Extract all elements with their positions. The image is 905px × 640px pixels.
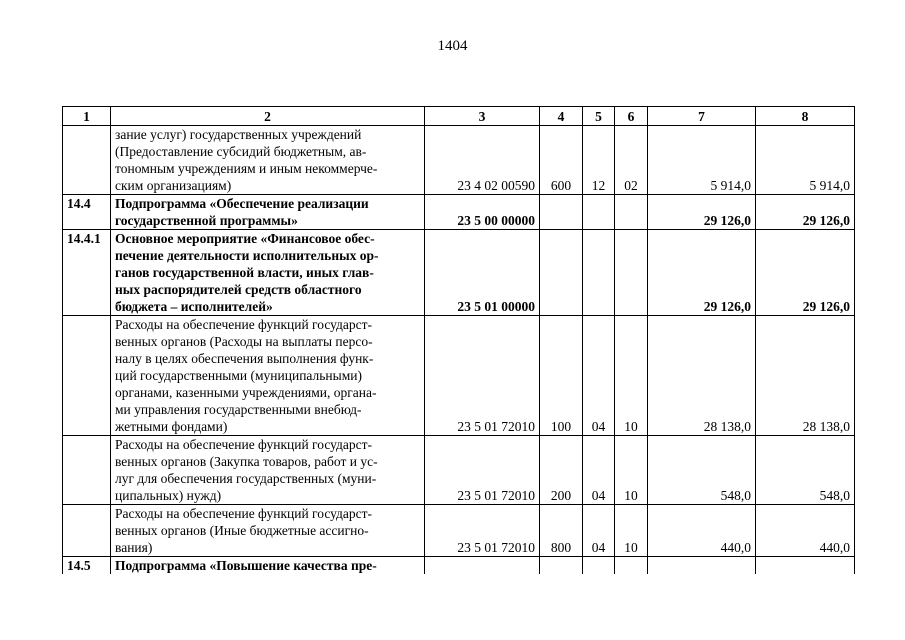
- row-col5-cell: [583, 230, 615, 316]
- row-col8-cell: 440,0: [756, 505, 855, 557]
- row-code-cell: [425, 557, 540, 575]
- row-name-cell: Основное мероприятие «Финансовое обес- печение деятельности исполнительных ор- ганов государственной власти, иных глав- ных распорядителей средств областного бюджета – исполнителей»: [111, 230, 425, 316]
- row-code-cell: 23 5 01 72010: [425, 436, 540, 505]
- table-row: [63, 505, 855, 557]
- row-code-cell: 23 5 01 72010: [425, 316, 540, 436]
- row-col7-cell: 548,0: [648, 436, 756, 505]
- header-cell: 3: [425, 107, 540, 126]
- header-cell: 2: [111, 107, 425, 126]
- row-number-cell: 14.4.1: [63, 230, 111, 316]
- row-name-cell: Подпрограмма «Повышение качества пре-: [111, 557, 425, 575]
- row-col8-cell: 5 914,0: [756, 126, 855, 195]
- row-col5-cell: 12: [583, 126, 615, 195]
- row-col4-cell: 100: [540, 316, 583, 436]
- row-name-cell: Расходы на обеспечение функций государст- венных органов (Закупка товаров, работ и ус- луг для обеспечения государственных (муни- ципальных) нужд): [111, 436, 425, 505]
- table-row: [63, 195, 855, 230]
- row-number-cell: 14.5: [63, 557, 111, 575]
- row-name-cell: Расходы на обеспечение функций государст- венных органов (Иные бюджетные ассигно- вания): [111, 505, 425, 557]
- header-cell: 6: [615, 107, 648, 126]
- table-header-row: [63, 107, 855, 126]
- row-col6-cell: 10: [615, 505, 648, 557]
- row-number-cell: [63, 126, 111, 195]
- header-cell: 8: [756, 107, 855, 126]
- table-row: [63, 316, 855, 436]
- row-col8-cell: 29 126,0: [756, 230, 855, 316]
- row-col4-cell: 200: [540, 436, 583, 505]
- row-col4-cell: [540, 230, 583, 316]
- row-col5-cell: 04: [583, 436, 615, 505]
- row-col6-cell: [615, 557, 648, 575]
- row-code-cell: 23 5 01 00000: [425, 230, 540, 316]
- row-code-cell: 23 5 00 00000: [425, 195, 540, 230]
- table-row: [63, 557, 855, 575]
- header-cell: 7: [648, 107, 756, 126]
- row-col6-cell: [615, 195, 648, 230]
- header-cell: 5: [583, 107, 615, 126]
- row-col6-cell: 10: [615, 316, 648, 436]
- row-col8-cell: 29 126,0: [756, 195, 855, 230]
- header-cell: 1: [63, 107, 111, 126]
- row-col7-cell: 29 126,0: [648, 230, 756, 316]
- row-name-cell: Расходы на обеспечение функций государст- венных органов (Расходы на выплаты персо- налу в целях обеспечения выполнения функ- ций государственными (муниципальными) органами, казенными учреждениями, органа- ми управления государственными внебюд- жетными фондами): [111, 316, 425, 436]
- page-number: 1404: [437, 38, 468, 54]
- row-col5-cell: 04: [583, 505, 615, 557]
- row-col7-cell: 5 914,0: [648, 126, 756, 195]
- row-col4-cell: 800: [540, 505, 583, 557]
- row-name-cell: Подпрограмма «Обеспечение реализации государственной программы»: [111, 195, 425, 230]
- row-number-cell: [63, 436, 111, 505]
- row-col8-cell: [756, 557, 855, 575]
- row-name-cell: зание услуг) государственных учреждений (Предоставление субсидий бюджетным, ав- тономным учреждениям и иным некоммерче- ским организациям): [111, 126, 425, 195]
- table-row: [63, 126, 855, 195]
- header-cell: 4: [540, 107, 583, 126]
- row-number-cell: [63, 505, 111, 557]
- row-col5-cell: [583, 195, 615, 230]
- row-col8-cell: 28 138,0: [756, 316, 855, 436]
- row-col4-cell: [540, 557, 583, 575]
- row-col6-cell: 10: [615, 436, 648, 505]
- row-code-cell: 23 5 01 72010: [425, 505, 540, 557]
- table-row: [63, 436, 855, 505]
- budget-table: [62, 106, 855, 574]
- row-col7-cell: [648, 557, 756, 575]
- row-col8-cell: 548,0: [756, 436, 855, 505]
- row-col7-cell: 440,0: [648, 505, 756, 557]
- row-col7-cell: 29 126,0: [648, 195, 756, 230]
- row-col5-cell: 04: [583, 316, 615, 436]
- row-col6-cell: [615, 230, 648, 316]
- row-col6-cell: 02: [615, 126, 648, 195]
- table-row: [63, 230, 855, 316]
- row-col4-cell: [540, 195, 583, 230]
- row-col7-cell: 28 138,0: [648, 316, 756, 436]
- row-code-cell: 23 4 02 00590: [425, 126, 540, 195]
- row-col4-cell: 600: [540, 126, 583, 195]
- row-number-cell: 14.4: [63, 195, 111, 230]
- row-number-cell: [63, 316, 111, 436]
- row-col5-cell: [583, 557, 615, 575]
